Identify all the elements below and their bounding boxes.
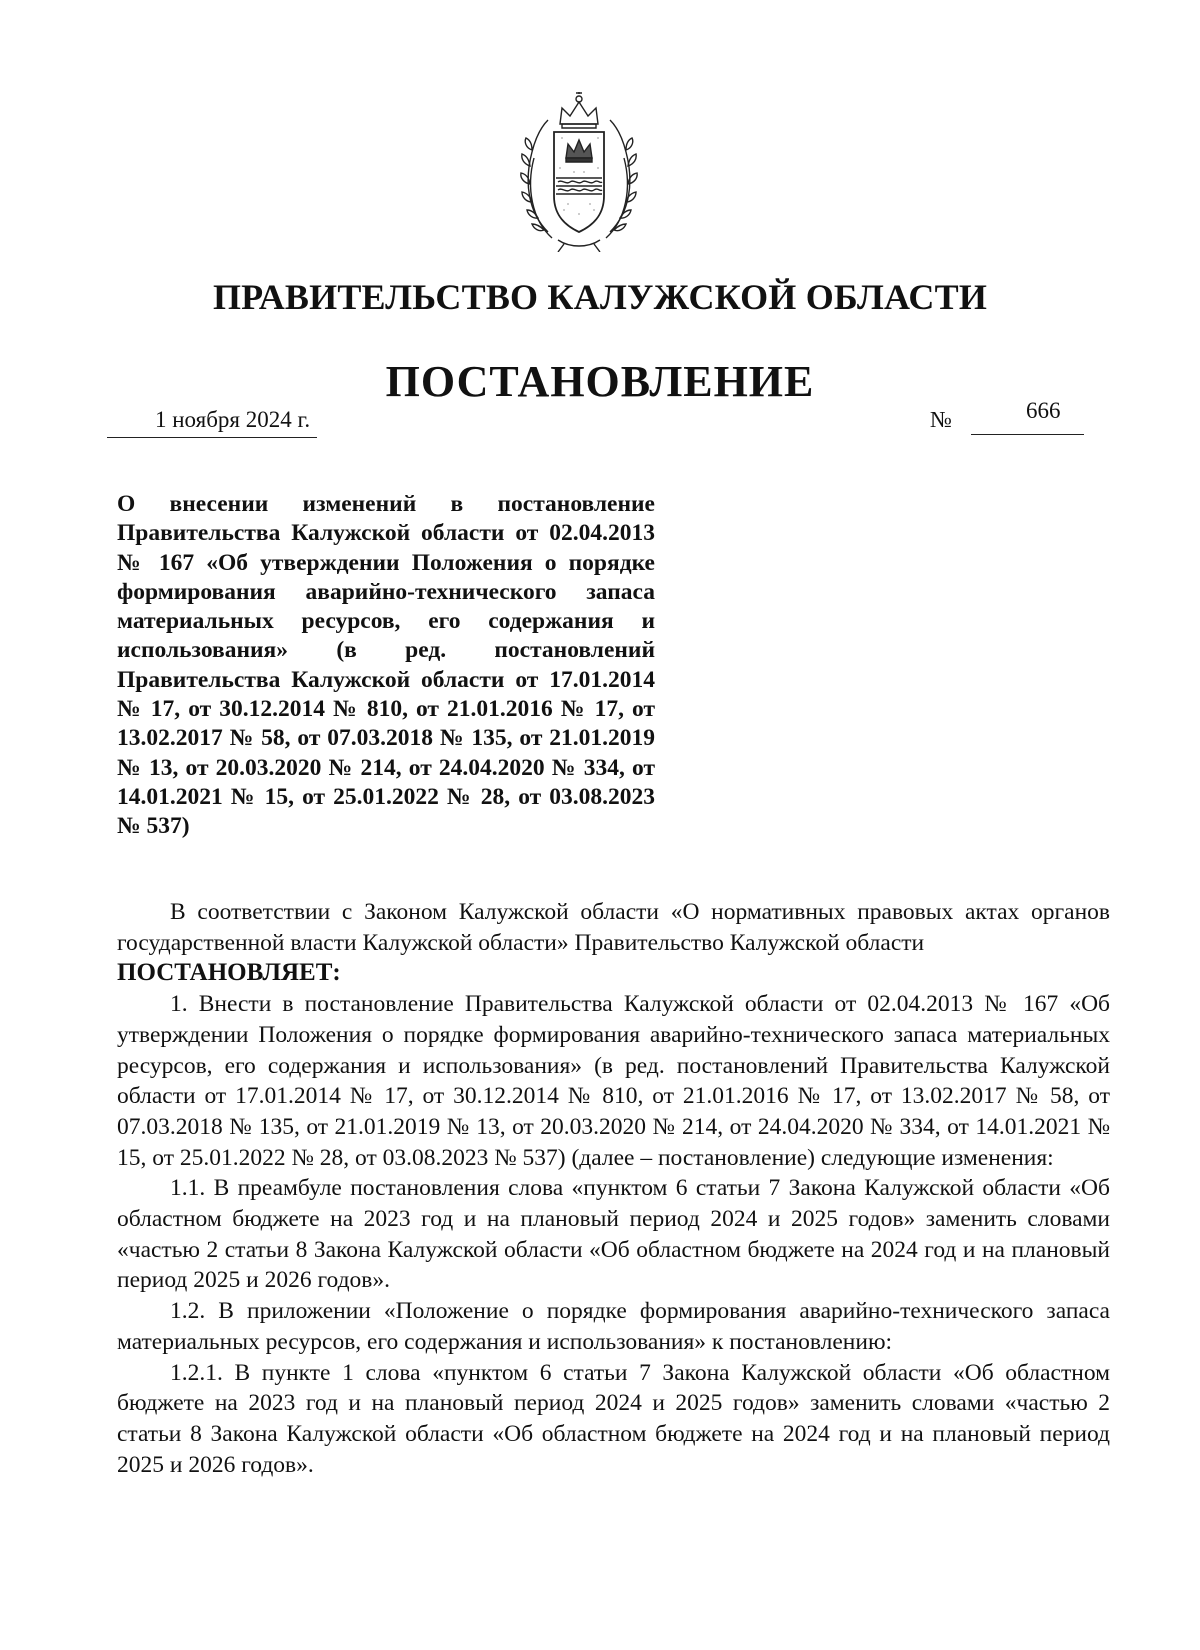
body-paragraph-1-2-1: 1.2.1. В пункте 1 слова «пунктом 6 статьи 7 Закона Калужской области «Об областном бюджете на 2023 год и на плановый период 2024 и 2025 годов» заменить словами «частью 2 статьи 8 Закона Калужской области «Об областном бюджете на 2024 год и на плановый период 2025 и 2026 годов». bbox=[117, 1359, 1110, 1478]
decree-word: ПОСТАНОВЛЯЕТ: bbox=[117, 959, 341, 987]
document-body bbox=[117, 897, 1110, 1480]
coat-of-arms-icon bbox=[518, 92, 640, 252]
number-label: № bbox=[930, 407, 952, 432]
body-paragraph-1-2: 1.2. В приложении «Положение о порядке формирования аварийно-технического запаса материальных ресурсов, его содержания и использования» к постановлению: bbox=[117, 1298, 1110, 1355]
document-date: 1 ноября 2024 г. bbox=[155, 407, 311, 432]
decree-paragraph bbox=[117, 958, 1110, 989]
document-type-title: ПОСТАНОВЛЕНИЕ bbox=[385, 357, 815, 406]
body-paragraph-1-1: 1.1. В преамбуле постановления слова «пунктом 6 статьи 7 Закона Калужской области «Об областном бюджете на 2023 год и на плановый период 2024 и 2025 годов» заменить словами «частью 2 статьи 8 Закона Калужской области «Об областном бюджете на 2024 год и на плановый период 2025 и 2026 годов». bbox=[117, 1175, 1110, 1294]
preamble-text: В соответствии с Законом Калужской области «О нормативных правовых актах органов государственной власти Калужской области» Правительство Калужской области bbox=[117, 899, 1110, 956]
document-heading: О внесении изменений в постановление Правительства Калужской области от 02.04.2013 № 167 «Об утверждении Положения о порядке формирования аварийно-технического запаса материальных ресурсов, его содержания и использования» (в ред. постановлений Правительства Калужской области от 17.01.2014 № 17, от 30.12.2014 № 810, от 21.01.2016 № 17, от 13.02.2017 № 58, от 07.03.2018 № 135, от 21.01.2019 № 13, от 20.03.2020 № 214, от 24.04.2020 № 334, от 14.01.2021 № 15, от 25.01.2022 № 28, от 03.08.2023 № 537) bbox=[117, 491, 655, 840]
preamble-paragraph bbox=[117, 897, 1110, 958]
government-title: ПРАВИТЕЛЬСТВО КАЛУЖСКОЙ ОБЛАСТИ bbox=[212, 277, 988, 317]
document-number: 666 bbox=[1026, 398, 1061, 423]
number-field bbox=[971, 398, 1084, 435]
body-paragraph-1: 1. Внести в постановление Правительства Калужской области от 02.04.2013 № 167 «Об утверждении Положения о порядке формирования аварийно-технического запаса материальных ресурсов, его содержания и использования» (в ред. постановлений Правительства Калужской области от 17.01.2014 № 17, от 30.12.2014 № 810, от 21.01.2016 № 17, от 13.02.2017 № 58, от 07.03.2018 № 135, от 21.01.2019 № 13, от 20.03.2020 № 214, от 24.04.2020 № 334, от 14.01.2021 № 15, от 25.01.2022 № 28, от 03.08.2023 № 537) (далее – постановление) следующие изменения: bbox=[117, 991, 1110, 1171]
date-field bbox=[107, 403, 317, 438]
